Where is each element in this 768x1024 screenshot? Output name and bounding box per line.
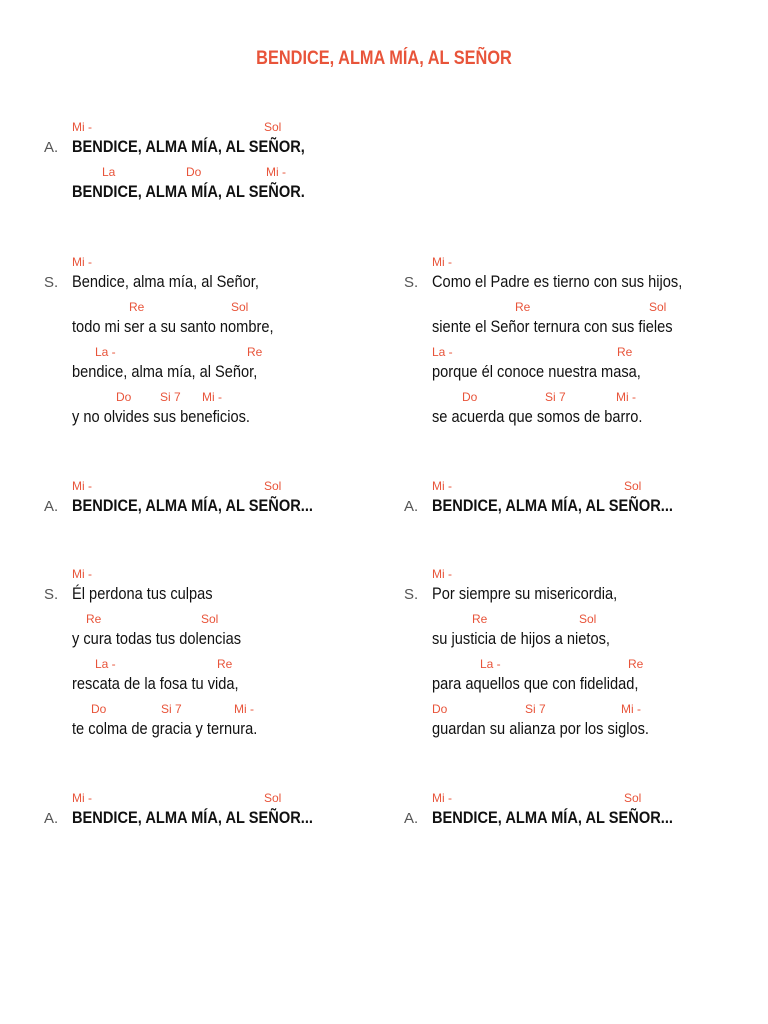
lyric-text: BENDICE, ALMA MÍA, AL SEÑOR... bbox=[72, 496, 313, 515]
chord-label: Sol bbox=[231, 300, 249, 314]
soloist-marker: S. bbox=[404, 274, 419, 291]
lyric-line bbox=[404, 718, 764, 747]
chord-label: Mi - bbox=[616, 390, 636, 404]
chord-label: La - bbox=[95, 345, 116, 359]
chord-line bbox=[44, 657, 404, 673]
chord-label: Mi - bbox=[432, 791, 452, 805]
chord-label: Do bbox=[186, 165, 202, 179]
lyric-line bbox=[404, 807, 764, 836]
lyric-line bbox=[404, 583, 764, 612]
chord-line bbox=[44, 479, 404, 495]
antiphon-block bbox=[404, 791, 764, 836]
lyric-text: bendice, alma mía, al Señor, bbox=[72, 362, 258, 381]
chord-line bbox=[44, 255, 404, 271]
chord-label: Do bbox=[116, 390, 132, 404]
chord-line bbox=[44, 165, 404, 181]
chord-label: Si 7 bbox=[161, 702, 182, 716]
lyric-line bbox=[404, 495, 764, 524]
chord-label: Sol bbox=[264, 120, 282, 134]
chord-label: Mi - bbox=[72, 120, 92, 134]
chord-label: La - bbox=[480, 657, 501, 671]
lyric-text: Por siempre su misericordia, bbox=[432, 584, 618, 603]
chord-line bbox=[404, 791, 764, 807]
chord-line bbox=[404, 657, 764, 673]
chord-label: Mi - bbox=[72, 255, 92, 269]
chord-label: Re bbox=[472, 612, 488, 626]
lyric-text: todo mi ser a su santo nombre, bbox=[72, 317, 274, 336]
lyric-line bbox=[44, 181, 404, 210]
chord-label: Sol bbox=[201, 612, 219, 626]
chord-line bbox=[404, 345, 764, 361]
lyric-line bbox=[44, 628, 404, 657]
chord-label: Do bbox=[91, 702, 107, 716]
chord-label: Mi - bbox=[72, 791, 92, 805]
chord-line bbox=[44, 702, 404, 718]
verse-block bbox=[44, 255, 404, 435]
lyric-line bbox=[404, 406, 764, 435]
chord-label: Si 7 bbox=[545, 390, 566, 404]
chord-label: Re bbox=[129, 300, 145, 314]
chord-line bbox=[404, 255, 764, 271]
assembly-marker: A. bbox=[404, 810, 419, 827]
chord-line bbox=[44, 612, 404, 628]
chord-label: Re bbox=[217, 657, 233, 671]
chord-label: Re bbox=[86, 612, 102, 626]
chord-label: La - bbox=[432, 345, 453, 359]
chord-label: Sol bbox=[624, 479, 642, 493]
chord-label: Do bbox=[432, 702, 448, 716]
chord-label: Do bbox=[462, 390, 478, 404]
lyric-text: para aquellos que con fidelidad, bbox=[432, 674, 639, 693]
lyric-text: te colma de gracia y ternura. bbox=[72, 719, 258, 738]
lyric-text: BENDICE, ALMA MÍA, AL SEÑOR... bbox=[72, 808, 313, 827]
chord-label: Re bbox=[247, 345, 263, 359]
chord-line bbox=[44, 345, 404, 361]
soloist-marker: S. bbox=[44, 274, 59, 291]
lyric-text: se acuerda que somos de barro. bbox=[432, 407, 643, 426]
lyric-line bbox=[44, 361, 404, 390]
assembly-marker: A. bbox=[44, 498, 59, 515]
lyric-text: su justicia de hijos a nietos, bbox=[432, 629, 610, 648]
chord-label: Sol bbox=[579, 612, 597, 626]
lyric-text: BENDICE, ALMA MÍA, AL SEÑOR... bbox=[432, 496, 673, 515]
lyric-text: Bendice, alma mía, al Señor, bbox=[72, 272, 259, 291]
chord-line bbox=[404, 479, 764, 495]
chord-label: Mi - bbox=[234, 702, 254, 716]
lyric-text: y cura todas tus dolencias bbox=[72, 629, 242, 648]
lyric-line bbox=[44, 495, 404, 524]
verse-block bbox=[404, 255, 764, 435]
chord-label: Mi - bbox=[266, 165, 286, 179]
chord-label: Mi - bbox=[202, 390, 222, 404]
lyric-text: Él perdona tus culpas bbox=[72, 584, 213, 603]
chord-label: La - bbox=[95, 657, 116, 671]
lyric-line bbox=[404, 361, 764, 390]
lyric-line bbox=[44, 583, 404, 612]
lyric-line bbox=[404, 271, 764, 300]
chord-line bbox=[404, 567, 764, 583]
chord-line bbox=[44, 120, 404, 136]
chord-label: Sol bbox=[649, 300, 667, 314]
chord-label: Re bbox=[515, 300, 531, 314]
soloist-marker: S. bbox=[44, 586, 59, 603]
chord-line bbox=[44, 390, 404, 406]
lyric-text: rescata de la fosa tu vida, bbox=[72, 674, 239, 693]
lyric-text: y no olvides sus beneficios. bbox=[72, 407, 250, 426]
chord-label: Sol bbox=[264, 791, 282, 805]
lyric-line bbox=[404, 316, 764, 345]
chord-line bbox=[404, 300, 764, 316]
lyric-text: porque él conoce nuestra masa, bbox=[432, 362, 641, 381]
chord-label: La bbox=[102, 165, 116, 179]
song-title: BENDICE, ALMA MÍA, AL SEÑOR bbox=[256, 48, 512, 69]
soloist-marker: S. bbox=[404, 586, 419, 603]
lyric-text: siente el Señor ternura con sus fieles bbox=[432, 317, 673, 336]
chord-label: Mi - bbox=[432, 567, 452, 581]
lyric-line bbox=[44, 673, 404, 702]
lyric-text: BENDICE, ALMA MÍA, AL SEÑOR, bbox=[72, 137, 305, 156]
chord-line bbox=[44, 567, 404, 583]
chord-label: Sol bbox=[264, 479, 282, 493]
chord-label: Mi - bbox=[432, 479, 452, 493]
lyric-text: guardan su alianza por los siglos. bbox=[432, 719, 650, 738]
chord-label: Mi - bbox=[72, 479, 92, 493]
lyric-text: BENDICE, ALMA MÍA, AL SEÑOR... bbox=[432, 808, 673, 827]
verse-block bbox=[44, 567, 404, 747]
lyric-line bbox=[404, 673, 764, 702]
antiphon-block bbox=[404, 479, 764, 524]
chord-label: Mi - bbox=[621, 702, 641, 716]
assembly-marker: A. bbox=[44, 810, 59, 827]
chord-line bbox=[404, 702, 764, 718]
antiphon-block bbox=[44, 120, 404, 210]
chord-label: Mi - bbox=[72, 567, 92, 581]
assembly-marker: A. bbox=[44, 139, 59, 156]
assembly-marker: A. bbox=[404, 498, 419, 515]
lyric-line bbox=[44, 718, 404, 747]
chord-label: Mi - bbox=[432, 255, 452, 269]
chord-line bbox=[44, 300, 404, 316]
lyric-text: Como el Padre es tierno con sus hijos, bbox=[432, 272, 683, 291]
antiphon-block bbox=[44, 479, 404, 524]
lyric-text: BENDICE, ALMA MÍA, AL SEÑOR. bbox=[72, 182, 305, 201]
chord-label: Re bbox=[617, 345, 633, 359]
verse-block bbox=[404, 567, 764, 747]
chord-line bbox=[404, 612, 764, 628]
chord-label: Si 7 bbox=[525, 702, 546, 716]
lyric-line bbox=[44, 271, 404, 300]
chord-line bbox=[404, 390, 764, 406]
lyric-line bbox=[44, 807, 404, 836]
chord-label: Si 7 bbox=[160, 390, 181, 404]
chord-line bbox=[44, 791, 404, 807]
lyric-line bbox=[44, 136, 404, 165]
chord-label: Sol bbox=[624, 791, 642, 805]
lyric-line bbox=[44, 316, 404, 345]
lyric-line bbox=[404, 628, 764, 657]
chord-label: Re bbox=[628, 657, 644, 671]
antiphon-block bbox=[44, 791, 404, 836]
lyric-line bbox=[44, 406, 404, 435]
